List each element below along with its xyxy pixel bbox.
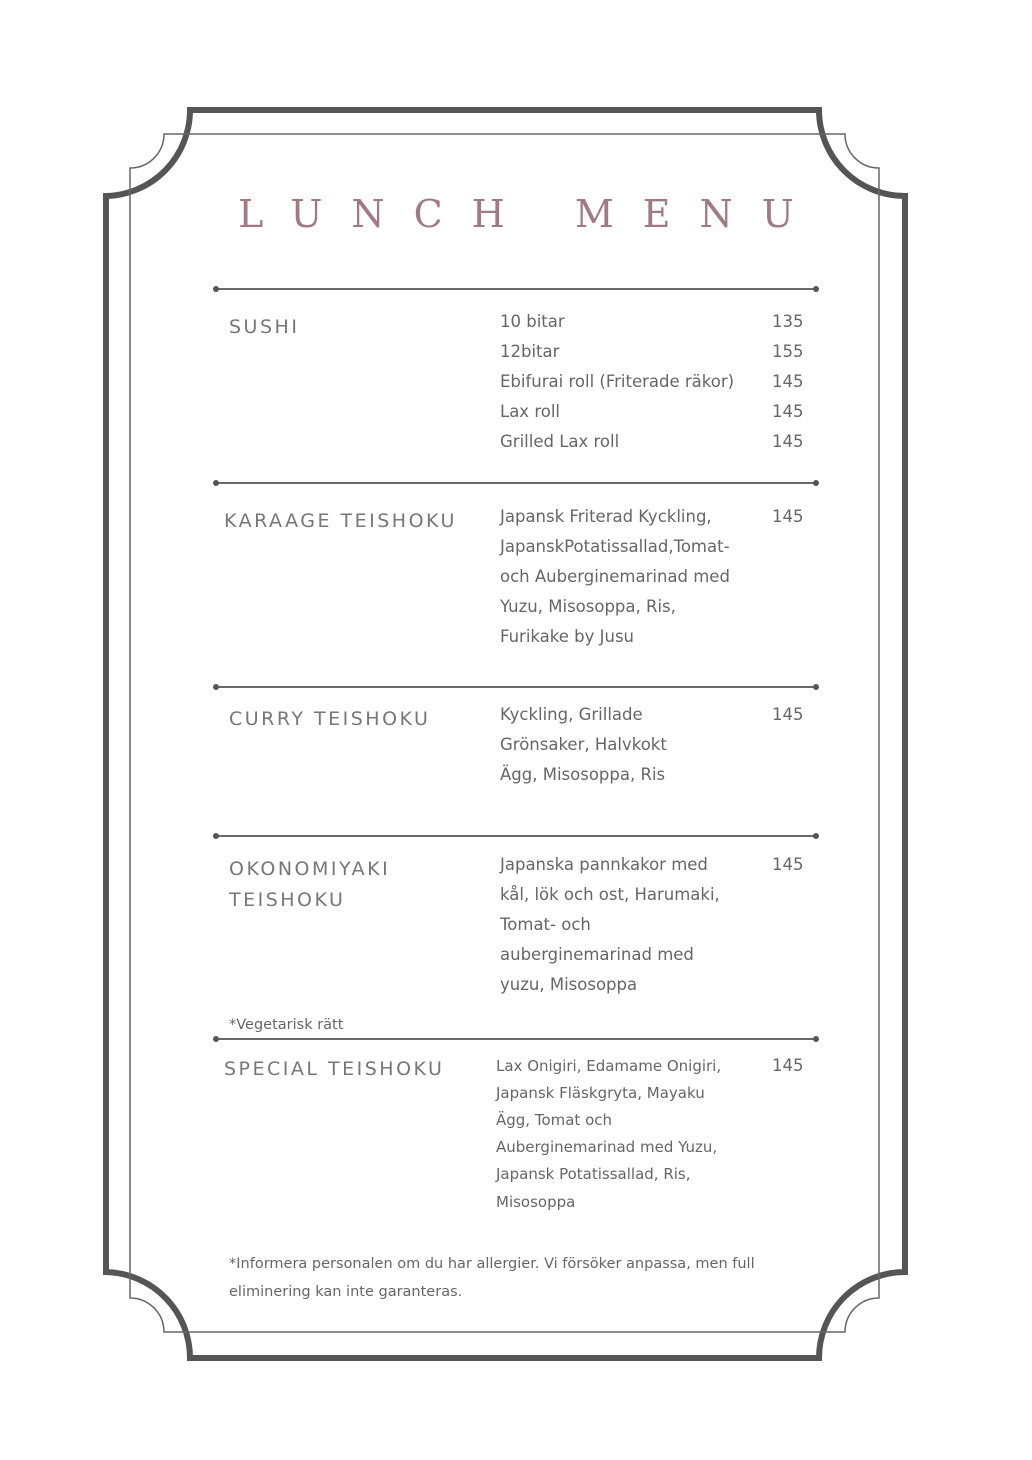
dish-description-line: auberginemarinad med [500, 945, 694, 964]
menu-item-price: 145 [772, 855, 804, 874]
dish-description-line: Japansk Friterad Kyckling, [500, 507, 712, 526]
menu-item-name: Grilled Lax roll [500, 432, 620, 451]
menu-item-price: 145 [772, 402, 804, 421]
section-divider [216, 686, 816, 688]
dish-description-line: Grönsaker, Halvkokt [500, 735, 667, 754]
menu-item-price: 135 [772, 312, 804, 331]
section-divider [216, 482, 816, 484]
category-okonomiyaki-teishoku: OKONOMIYAKI [229, 858, 391, 880]
category-okonomiyaki-teishoku: TEISHOKU [229, 889, 346, 911]
menu-item-name: 12bitar [500, 342, 560, 361]
section-divider [216, 288, 816, 290]
menu-item-name: Ebifurai roll (Friterade räkor) [500, 372, 735, 391]
menu-item-price: 145 [772, 507, 804, 526]
dish-description-line: Tomat- och [500, 915, 591, 934]
dish-description-line: Japansk Potatissallad, Ris, [496, 1165, 691, 1183]
menu-item-name: Lax roll [500, 402, 560, 421]
section-divider [216, 835, 816, 837]
category-special-teishoku: SPECIAL TEISHOKU [224, 1058, 445, 1080]
menu-item-price: 155 [772, 342, 804, 361]
dish-description-line: Japansk Fläskgryta, Mayaku [496, 1084, 705, 1102]
menu-item-price: 145 [772, 432, 804, 451]
dish-description-line: Ägg, Misosoppa, Ris [500, 765, 666, 784]
allergy-note-line: *Informera personalen om du har allergier. Vi försöker anpassa, men full [229, 1256, 755, 1272]
menu-item-price: 145 [772, 372, 804, 391]
dish-description-line: kål, lök och ost, Harumaki, [500, 885, 720, 904]
menu-item-name: 10 bitar [500, 312, 565, 331]
dish-description-line: JapanskPotatissallad,Tomat- [500, 537, 730, 556]
category-curry-teishoku: CURRY TEISHOKU [229, 708, 431, 730]
dish-description-line: Kyckling, Grillade [500, 705, 643, 724]
dish-description-line: Misosoppa [496, 1193, 576, 1211]
dish-description-line: Auberginemarinad med Yuzu, [496, 1138, 718, 1156]
dish-description-line: Lax Onigiri, Edamame Onigiri, [496, 1057, 722, 1075]
category-karaage-teishoku: KARAAGE TEISHOKU [224, 510, 457, 532]
dish-description-line: och Auberginemarinad med [500, 567, 730, 586]
category-sushi: SUSHI [229, 316, 300, 338]
dish-description-line: Ägg, Tomat och [496, 1111, 613, 1129]
allergy-note-line: eliminering kan inte garanteras. [229, 1284, 463, 1300]
dish-description-line: Japanska pannkakor med [500, 855, 708, 874]
vegetarian-note: *Vegetarisk rätt [229, 1017, 344, 1033]
dish-description-line: yuzu, Misosoppa [500, 975, 638, 994]
dish-description-line: Yuzu, Misosoppa, Ris, [500, 597, 676, 616]
menu-item-price: 145 [772, 705, 804, 724]
menu-item-price: 145 [772, 1056, 804, 1075]
dish-description-line: Furikake by Jusu [500, 627, 635, 646]
menu-title: LUNCH MENU [238, 192, 823, 236]
